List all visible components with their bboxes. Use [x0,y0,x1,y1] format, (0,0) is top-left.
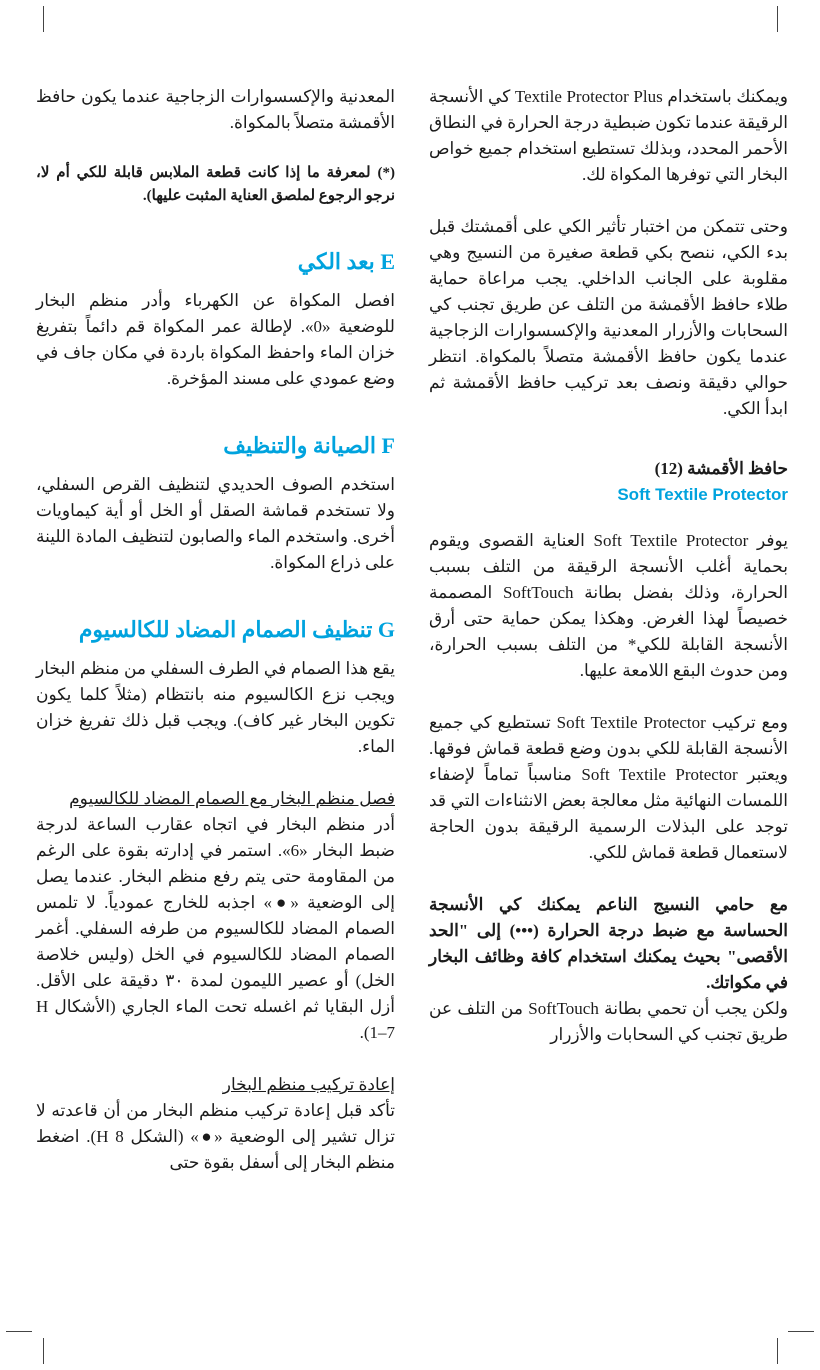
crop-mark-bottom-left-vertical [43,1338,44,1364]
crop-mark-bottom-right-horizontal [788,1331,814,1332]
heading-fabric-protector-arabic: حافظ الأقمشة (12) [654,459,788,478]
paragraph-remove-steam-regulator: أدر منظم البخار في اتجاه عقارب الساعة لدرجة ضبط البخار «6». استمر في إدارته بقوة على الرغم من المقاومة حتى يتم رفع منظم البخار. عندما يصل إلى الوضعية «●» اجذبه للخارج عمودياً. لا تلمس الصمام المضاد للكالسيوم من طرفه السفلي. أغمر الصمام المضاد للكالسيوم في الخل (وليس خلاصة الخل) أو عصير الليمون لمدة ٣٠ دقيقة على الأقل. أزل البقايا ثم اغسله تحت الماء الجاري (الأشكال H 1–7). [36,815,395,1042]
crop-mark-bottom-right-vertical [777,1338,778,1364]
content-columns [36,84,788,1202]
heading-soft-textile-protector: Soft Textile Protector [617,485,788,504]
subheading-remove-steam-regulator: فصل منظم البخار مع الصمام المضاد للكالسيوم [69,789,395,808]
paragraph-anticalc-valve-location: يقع هذا الصمام في الطرف السفلي من منظم البخار ويجب نزع الكالسيوم منه بانتظام (مثلاً كلما يكون تكوين البخار غير كاف). ويجب قبل ذلك تفريغ خزان الماء. [36,659,395,756]
paragraph-soft-protector-care: يوفر Soft Textile Protector العناية القصوى ويقوم بحماية أغلب الأنسجة الرقيقة من التلف بسبب الحرارة، وذلك بفضل بطانة SoftTouch المصممة خصيصاً لهذا الغرض. وهكذا يمكن حماية حتى أرق الأنسجة القابلة للكي* من التلف بسبب الحرارة، ومن حدوث البقع اللامعة عليها. [429,531,788,680]
subheading-reinsert-steam-regulator: إعادة تركيب منظم البخار [222,1075,395,1094]
heading-after-ironing: E بعد الكي [297,249,395,274]
paragraph-test-ironing-advice: وحتى تتمكن من اختبار تأثير الكي على أقمشتك قبل بدء الكي، ننصح بكي قطعة صغيرة من النسيج وهي مقلوبة على الجانب الداخلي. يجب مراعاة حماية طلاء حافظ الأقمشة من التلف عن طريق تجنب كي السحابات والأزرار المعدنية والإكسسوارات الزجاجية عندما يكون حافظ الأقمشة متصلاً بالمكواة. انتظر حوالي دقيقة ونصف بعد تركيب حافظ الأقمشة ثم ابدأ الكي. [429,217,788,418]
paragraph-after-ironing: افصل المكواة عن الكهرباء وأدر منظم البخار للوضعية «0». لإطالة عمر المكواة قم دائماً بتفريغ خزان الماء واحفظ المكواة باردة في مكان جاف في وضع عمودي على مسند المؤخرة. [36,291,395,388]
left-column [36,84,395,1202]
paragraph-softtouch-warning: ولكن يجب أن تحمي بطانة SoftTouch من التلف عن طريق تجنب كي السحابات والأزرار [429,999,788,1044]
heading-maintenance-cleaning: F الصيانة والتنظيف [223,433,395,458]
right-column [429,84,788,1202]
paragraph-soft-protector-finishing: ومع تركيب Soft Textile Protector تستطيع كي جميع الأنسجة القابلة للكي بدون وضع قطعة قماش فوقها. ويعتبر Soft Textile Protector مناسباً تماماً لإضفاء اللمسات النهائية مثل معالجة بعض الانثناءات التي قد توجد على البذلات الرسمية الرقيقة بدون الحاجة لاستعمال قطعة قماش للكي. [429,713,788,862]
paragraph-maintenance-cleaning: استخدم الصوف الحديدي لتنظيف القرص السفلي، ولا تستخدم قماشة الصقل أو الخل أو أية كيماويات أخرى. واستخدم الماء والصابون لتنظيف المادة اللينة على ذراع المكواة. [36,475,395,572]
paragraph-textile-protector-plus: ويمكنك باستخدام Textile Protector Plus كي الأنسجة الرقيقة عندما تكون ضبطية درجة الحرارة في النطاق الأحمر المحدد، وبذلك تستطيع استخدام جميع خواص البخار التي توفرها المكواة لك. [429,87,788,184]
crop-mark-top-right [777,6,778,32]
heading-anticalc-valve-cleaning: G تنظيف الصمام المضاد للكالسيوم [78,617,395,642]
paragraph-warning-continued: المعدنية والإكسسوارات الزجاجية عندما يكون حافظ الأقمشة متصلاً بالمكواة. [36,87,395,132]
paragraph-reinsert-steam-regulator: تأكد قبل إعادة تركيب منظم البخار من أن قاعدته لا تزال تشير إلى الوضعية «●» (الشكل H 8). اضغط منظم البخار إلى أسفل بقوة حتى [36,1101,395,1172]
footnote-care-label: (*) لمعرفة ما إذا كانت قطعة الملابس قابلة للكي أم لا، نرجو الرجوع لملصق العناية المثبت عليها). [36,165,395,204]
paragraph-soft-protector-temperature-note: مع حامي النسيج الناعم يمكنك كي الأنسجة الحساسة مع ضبط درجة الحرارة (•••) إلى "الحد الأقصى" بحيث يمكنك استخدام كافة وظائف البخار في مكواتك. [429,895,788,992]
crop-mark-bottom-left-horizontal [6,1331,32,1332]
crop-mark-top-left [43,6,44,32]
